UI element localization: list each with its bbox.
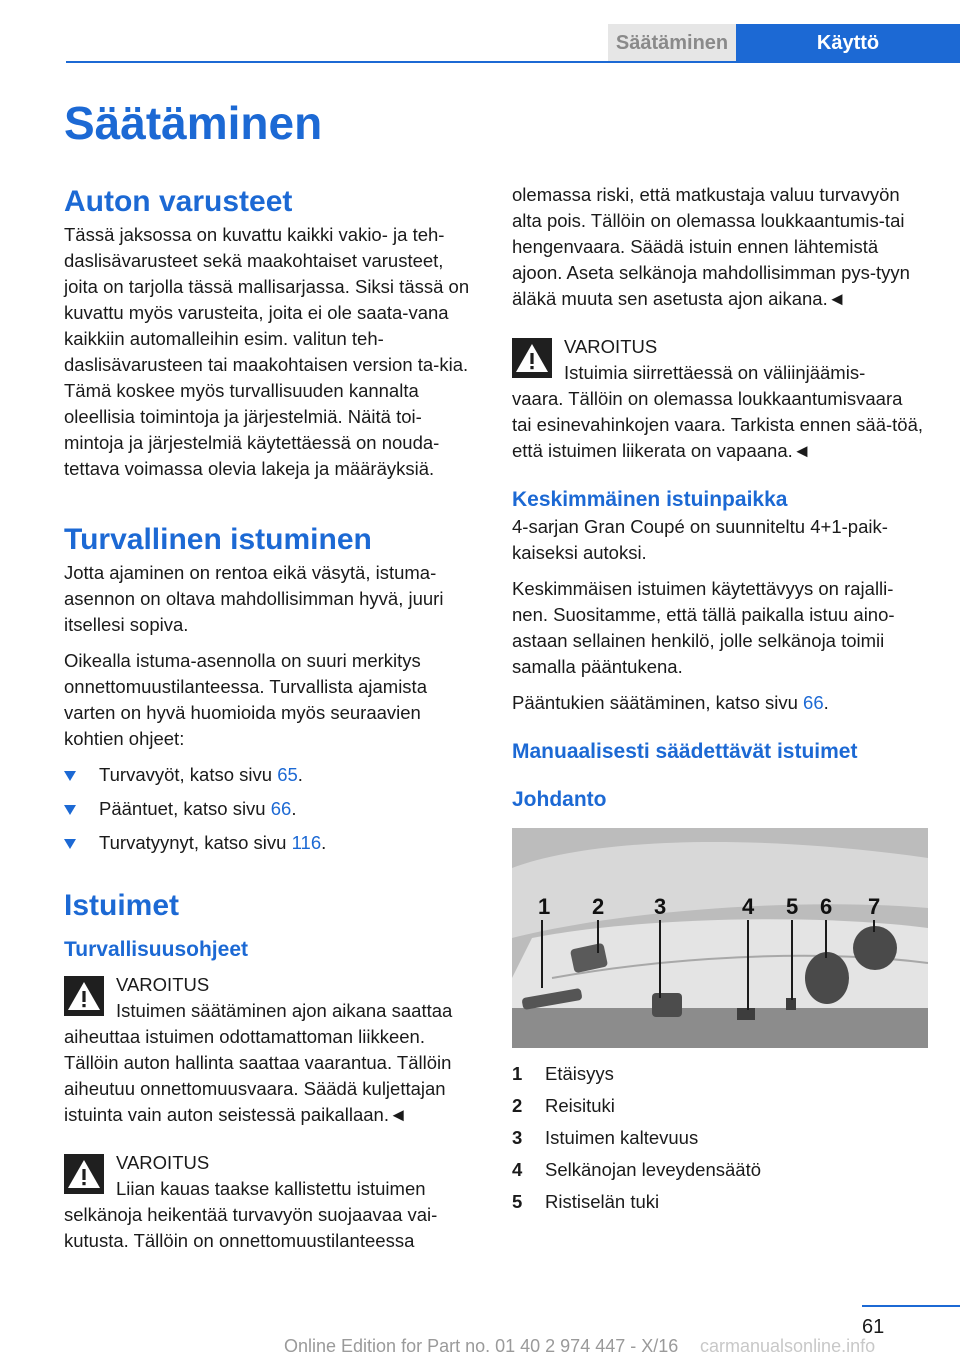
bullet-text: Pääntuet, katso sivu xyxy=(99,798,271,819)
middle-seat-para3 xyxy=(512,690,926,716)
list-item xyxy=(64,762,478,788)
triangle-bullet-icon xyxy=(64,805,76,815)
list-item xyxy=(512,1090,926,1122)
continuation-text: olemassa riski, että matkustaja valuu turvavyön alta pois. Tällöin on olemassa loukkaantumis-tai hengenvaara. Säädä istuin ennen lähtemistä ajoon. Aseta selkänoja mahdollisimman pys-tyyn äläkä muuta sen asetusta ajon aikana.◄ xyxy=(512,184,910,309)
page-link[interactable]: 65 xyxy=(277,764,298,785)
figure-label: 4 xyxy=(742,894,755,919)
middle-seat-para2: Keskimmäisen istuimen käytettävyys on rajalli-nen. Suositamme, että tällä paikalla istuu aino-astaan sellainen henkilö, jolle selkänoja toimii samalla pääntukena. xyxy=(512,578,895,677)
list-item xyxy=(64,830,478,856)
safe-seating-para1: Jotta ajaminen on rentoa eikä väsytä, istuma-asennon on oltava mahdollisimman hyvä, juuri itsellesi sopiva. xyxy=(64,562,444,635)
figure-legend xyxy=(512,1058,926,1218)
list-item xyxy=(512,1122,926,1154)
bullet-text: Turvatyynyt, katso sivu xyxy=(99,832,292,853)
warning-body: vaara. Tällöin on olemassa loukkaantumisvaara tai esinevahinkojen vaara. Tarkista ennen sää-töä, että istuimen liikerata on vapaana.◄ xyxy=(512,388,924,461)
seat-controls-figure xyxy=(512,828,928,1048)
legend-number: 5 xyxy=(512,1191,523,1212)
warning-icon xyxy=(64,1154,104,1194)
bullet-end: . xyxy=(291,798,297,819)
list-item xyxy=(512,1186,926,1218)
warning-body: selkänoja heikentää turvavyön suojaavaa vai-kutusta. Tällöin on onnettomuustilanteessa xyxy=(64,1204,438,1251)
legend-number: 1 xyxy=(512,1063,523,1084)
left-column xyxy=(64,182,478,1254)
figure-label: 5 xyxy=(786,894,799,919)
safety-instructions-heading: Turvallisuusohjeet xyxy=(64,938,248,961)
page-link[interactable]: 66 xyxy=(270,798,292,819)
warning-first-line: Liian kauas taakse kallistettu istuimen xyxy=(116,1178,426,1199)
section-tab[interactable]: Säätäminen xyxy=(608,24,736,62)
middle-seat-para1: 4-sarjan Gran Coupé on suunniteltu 4+1-paik-kaiseksi autoksi. xyxy=(512,516,888,563)
edition-text: Online Edition for Part no. 01 40 2 974 447 - X/16 xyxy=(284,1336,679,1356)
figure-label: 7 xyxy=(868,894,881,919)
equipment-body: Tässä jaksossa on kuvattu kaikki vakio- ja teh-daslisävarusteet sekä maakohtaiset varusteet, joita on tarjolla tässä mallisarjassa. Siksi tässä on kuvattu myös varusteita, joita ei ole saata-vana kaikkiin automalleihin esim. valitun teh-daslisävarusteen tai maakohtaisen version ta-kia. Tämä koskee myös turvallisuuden kannalta oleellisia toimintoja ja järjestelmiä. Näitä toi-mintoja ja järjestelmiä käytettäessä on nouda-tettava voimassa olevia lakeja ja määräyksiä. xyxy=(64,224,470,479)
header-rule xyxy=(66,61,960,63)
legend-label: Selkänojan leveydensäätö xyxy=(545,1159,761,1180)
warning-block xyxy=(64,972,478,1128)
warning-icon xyxy=(512,338,552,378)
list-item xyxy=(512,1058,926,1090)
warning-block xyxy=(512,334,926,464)
page-link[interactable]: 116 xyxy=(291,832,322,853)
triangle-bullet-icon xyxy=(64,771,76,781)
warning-body: aiheuttaa istuimen odottamattoman liikkeen. Tällöin auton hallinta saattaa vaarantua. Tällöin aiheutuu onnettomuusvaara. Säädä kuljettajan istuinta vain auton seistessä paikallaan.◄ xyxy=(64,1026,452,1125)
bullet-end: . xyxy=(321,832,327,853)
figure-label: 1 xyxy=(538,894,551,919)
warning-label: VAROITUS xyxy=(116,1152,210,1173)
warning-block xyxy=(64,1150,478,1254)
legend-label: Etäisyys xyxy=(545,1063,614,1084)
safe-seating-para2: Oikealla istuma-asennolla on suuri merkitys onnettomuustilanteessa. Turvallista ajamista varten on hyvä huomioida myös seuraavien kohtien ohjeet: xyxy=(64,650,427,749)
figure-label: 3 xyxy=(654,894,667,919)
legend-label: Istuimen kaltevuus xyxy=(545,1127,699,1148)
warning-first-line: Istuimia siirrettäessä on väliinjäämis- xyxy=(564,362,866,383)
seats-heading: Istuimet xyxy=(64,889,180,922)
legend-label: Reisituki xyxy=(545,1095,615,1116)
para3-end: . xyxy=(823,692,829,713)
page-number: 61 xyxy=(862,1316,885,1338)
manual-seats-heading: Manuaalisesti säädettävät istuimet xyxy=(512,740,858,763)
seat-illustration xyxy=(512,828,928,1048)
safety-bullet-list xyxy=(64,762,478,856)
watermark: carmanualsonline.info xyxy=(700,1336,876,1356)
safe-seating-heading: Turvallinen istuminen xyxy=(64,523,372,556)
middle-seat-heading: Keskimmäinen istuinpaikka xyxy=(512,488,788,511)
list-item xyxy=(512,1154,926,1186)
header-tabs xyxy=(608,24,960,62)
warning-label: VAROITUS xyxy=(116,974,210,995)
equipment-heading: Auton varusteet xyxy=(64,185,293,218)
figure-label: 6 xyxy=(820,894,833,919)
para3-text: Pääntukien säätäminen, katso sivu xyxy=(512,692,804,713)
page-title: Säätäminen xyxy=(64,97,323,149)
legend-number: 4 xyxy=(512,1159,523,1180)
right-column xyxy=(512,182,926,1218)
list-item xyxy=(64,796,478,822)
bullet-end: . xyxy=(297,764,303,785)
chapter-tab[interactable]: Käyttö xyxy=(736,24,960,62)
triangle-bullet-icon xyxy=(64,839,76,849)
legend-number: 3 xyxy=(512,1127,523,1148)
warning-icon xyxy=(64,976,104,1016)
warning-first-line: Istuimen säätäminen ajon aikana saattaa xyxy=(116,1000,453,1021)
bullet-text: Turvavyöt, katso sivu xyxy=(99,764,278,785)
legend-label: Ristiselän tuki xyxy=(545,1191,660,1212)
figure-label: 2 xyxy=(592,894,605,919)
warning-label: VAROITUS xyxy=(564,336,658,357)
page-link[interactable]: 66 xyxy=(803,692,824,713)
legend-number: 2 xyxy=(512,1095,523,1116)
footer-rule xyxy=(862,1305,960,1307)
introduction-heading: Johdanto xyxy=(512,788,607,811)
